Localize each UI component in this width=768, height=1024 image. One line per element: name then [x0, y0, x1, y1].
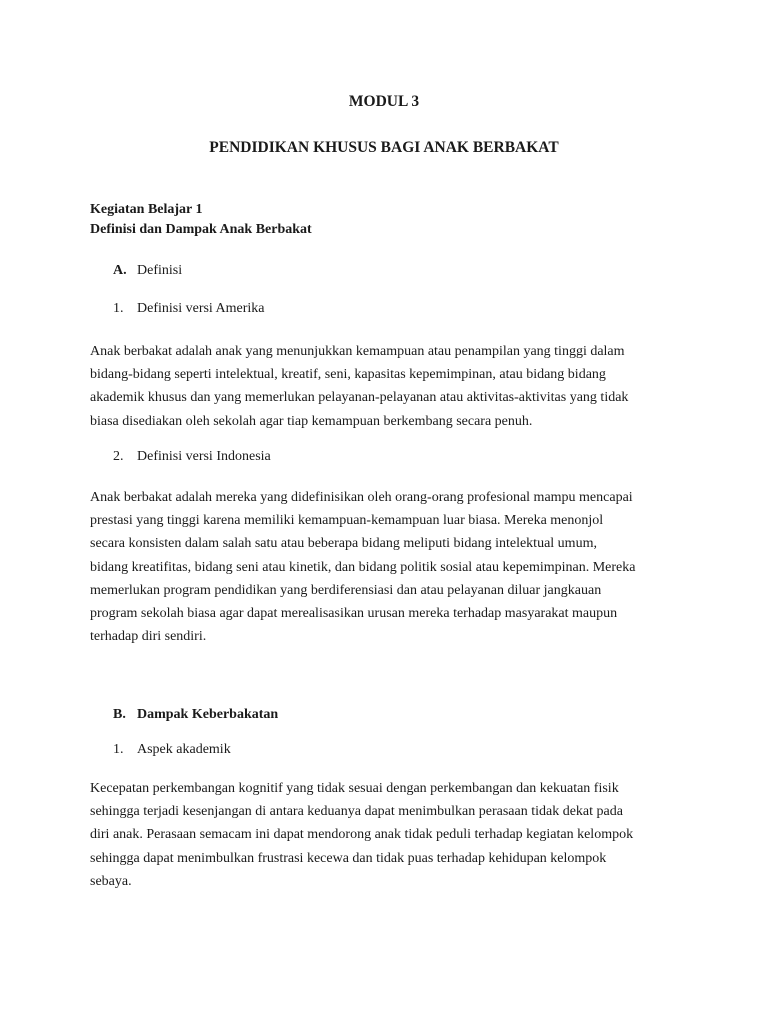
paragraph-line: Kecepatan perkembangan kognitif yang tidak sesuai dengan perkembangan dan kekuatan fisik: [90, 781, 619, 796]
paragraph-line: memerlukan program pendidikan yang berdiferensiasi dan atau pelayanan diluar jangkauan: [90, 582, 602, 598]
paragraph-line: bidang-bidang seperti intelektual, kreatif, seni, kapasitas kepemimpinan, atau bidang bidang: [90, 367, 606, 383]
paragraph-line: akademik khusus dan yang memerlukan pelayanan-pelayanan atau aktivitas-aktivitas yang tidak: [90, 390, 629, 406]
paragraph-aspek-akademik: [90, 777, 690, 893]
item-a1-label: Definisi versi Amerika: [137, 301, 265, 316]
paragraph-line: Anak berbakat adalah mereka yang didefinisikan oleh orang-orang profesional mampu mencapai: [90, 490, 633, 505]
paragraph-line: secara konsisten dalam salah satu atau beberapa bidang meliputi bidang intelektual umum,: [90, 536, 597, 552]
paragraph-line: sehingga terjadi kesenjangan di antara keduanya dapat menimbulkan perasaan tidak dekat pada: [90, 804, 623, 820]
paragraph-line: Anak berbakat adalah anak yang menunjukkan kemampuan atau penampilan yang tinggi dalam: [90, 344, 625, 359]
paragraph-line: diri anak. Perasaan semacam ini dapat mendorong anak tidak peduli terhadap kegiatan kelompok: [90, 827, 634, 843]
paragraph-definisi-amerika: [90, 340, 690, 433]
item-a2-number: 2.: [113, 449, 124, 464]
paragraph-line: terhadap diri sendiri.: [90, 629, 207, 645]
document-title: PENDIDIKAN KHUSUS BAGI ANAK BERBAKAT: [209, 139, 559, 156]
item-b1-number: 1.: [113, 742, 124, 757]
section-a-marker: A.: [113, 263, 127, 278]
item-a2-label: Definisi versi Indonesia: [137, 449, 271, 464]
module-number: MODUL 3: [348, 93, 420, 110]
activity-subtitle: Definisi dan Dampak Anak Berbakat: [90, 222, 312, 237]
paragraph-line: biasa disediakan oleh sekolah agar tiap kemampuan berkembang secara penuh.: [90, 413, 533, 429]
paragraph-line: program sekolah biasa agar dapat merealisasikan urusan mereka terhadap masyarakat maupun: [90, 606, 618, 622]
paragraph-line: sebaya.: [90, 873, 132, 889]
paragraph-line: prestasi yang tinggi karena memiliki kemampuan-kemampuan luar biasa. Mereka menonjol: [90, 513, 604, 529]
paragraph-line: sehingga dapat menimbulkan frustrasi kecewa dan tidak puas terhadap kehidupan kelompok: [90, 850, 607, 866]
item-b1-label: Aspek akademik: [137, 742, 231, 757]
paragraph-definisi-indonesia: [90, 486, 690, 648]
paragraph-line: bidang kreatifitas, bidang seni atau kinetik, dan bidang politik sosial atau kepemimpinan. Mereka: [90, 559, 636, 575]
section-b-marker: B.: [113, 707, 126, 722]
section-a-heading: Definisi: [137, 263, 183, 278]
section-b-heading: Dampak Keberbakatan: [137, 707, 279, 722]
item-a1-number: 1.: [113, 301, 124, 316]
activity-label: Kegiatan Belajar 1: [90, 202, 203, 217]
